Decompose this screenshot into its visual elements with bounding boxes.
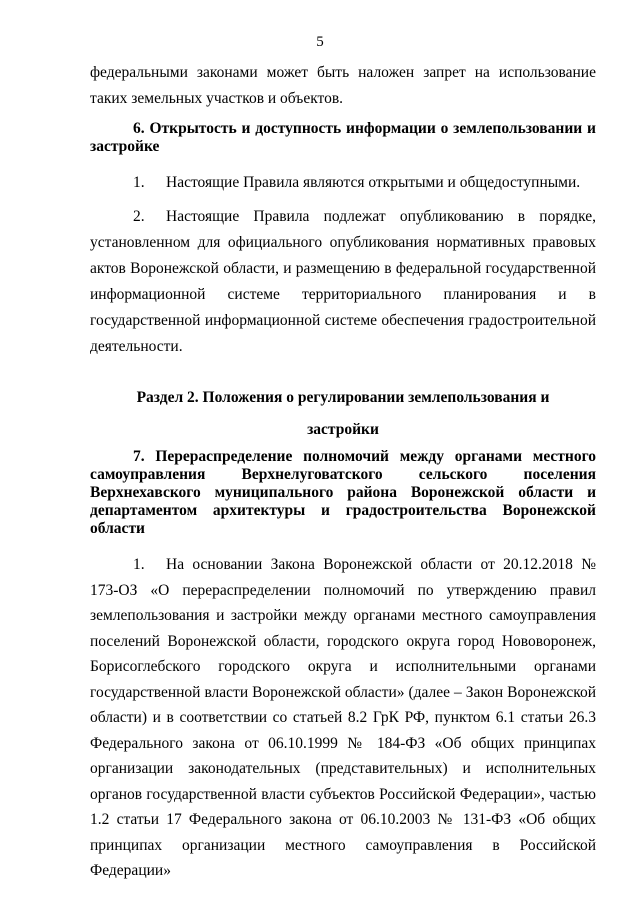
item-text: Настоящие Правила являются открытыми и общедоступными. (166, 174, 581, 191)
continuation-paragraph: федеральными законами может быть наложен запрет на использование таких земельных участков и объектов. (90, 64, 596, 107)
item-number: 1. (133, 556, 145, 573)
section-7-heading: 7. Перераспределение полномочий между органами местного самоуправления Верхнелуговатского сельского поселения Верхнехавского муниципального района Воронежской области и департаментом архитектуры и градостроительства Воронежской области (90, 448, 596, 537)
section-6-item-1 (90, 170, 596, 196)
item-number: 2. (133, 208, 145, 225)
item-number: 1. (133, 174, 145, 191)
item-text: На основании Закона Воронежской области от 20.12.2018 № 173-ОЗ «О перераспределении полномочий по утверждению правил землепользования и застройки между органами местного самоуправления поселений Воронежской области, городского округа город Нововоронеж, Борисоглебского городского округа и исполнительными органами государственной власти Воронежской области» (далее – Закон Воронежской области) и в соответствии со статьей 8.2 ГрК РФ, пунктом 6.1 статьи 26.3 Федерального закона от 06.10.1999 № 184-ФЗ «Об общих принципах организации законодательных (представительных) и исполнительных органов государственной власти субъектов Российской Федерации», частью 1.2 статьи 17 Федерального закона от 06.10.2003 № 131-ФЗ «Об общих принципах организации местного самоуправления в Российской Федерации» (90, 556, 596, 879)
item-text: Настоящие Правила подлежат опубликованию в порядке, установленном для официального опубликования нормативных правовых актов Воронежской области, и размещению в федеральной государственной информационной системе территориального планирования и в государственной информационной системе обеспечения градостроительной деятельности. (90, 208, 596, 355)
section-6-item-2 (90, 204, 596, 360)
part-2-title-line-1: Раздел 2. Положения о регулировании землепользования и (136, 389, 550, 406)
part-2-title-line-2: застройки (307, 421, 379, 438)
section-7-item-1 (90, 552, 596, 884)
section-6-heading: 6. Открытость и доступность информации о землепользовании и застройке (90, 120, 596, 155)
document-body (90, 60, 596, 884)
page-number: 5 (316, 34, 324, 50)
